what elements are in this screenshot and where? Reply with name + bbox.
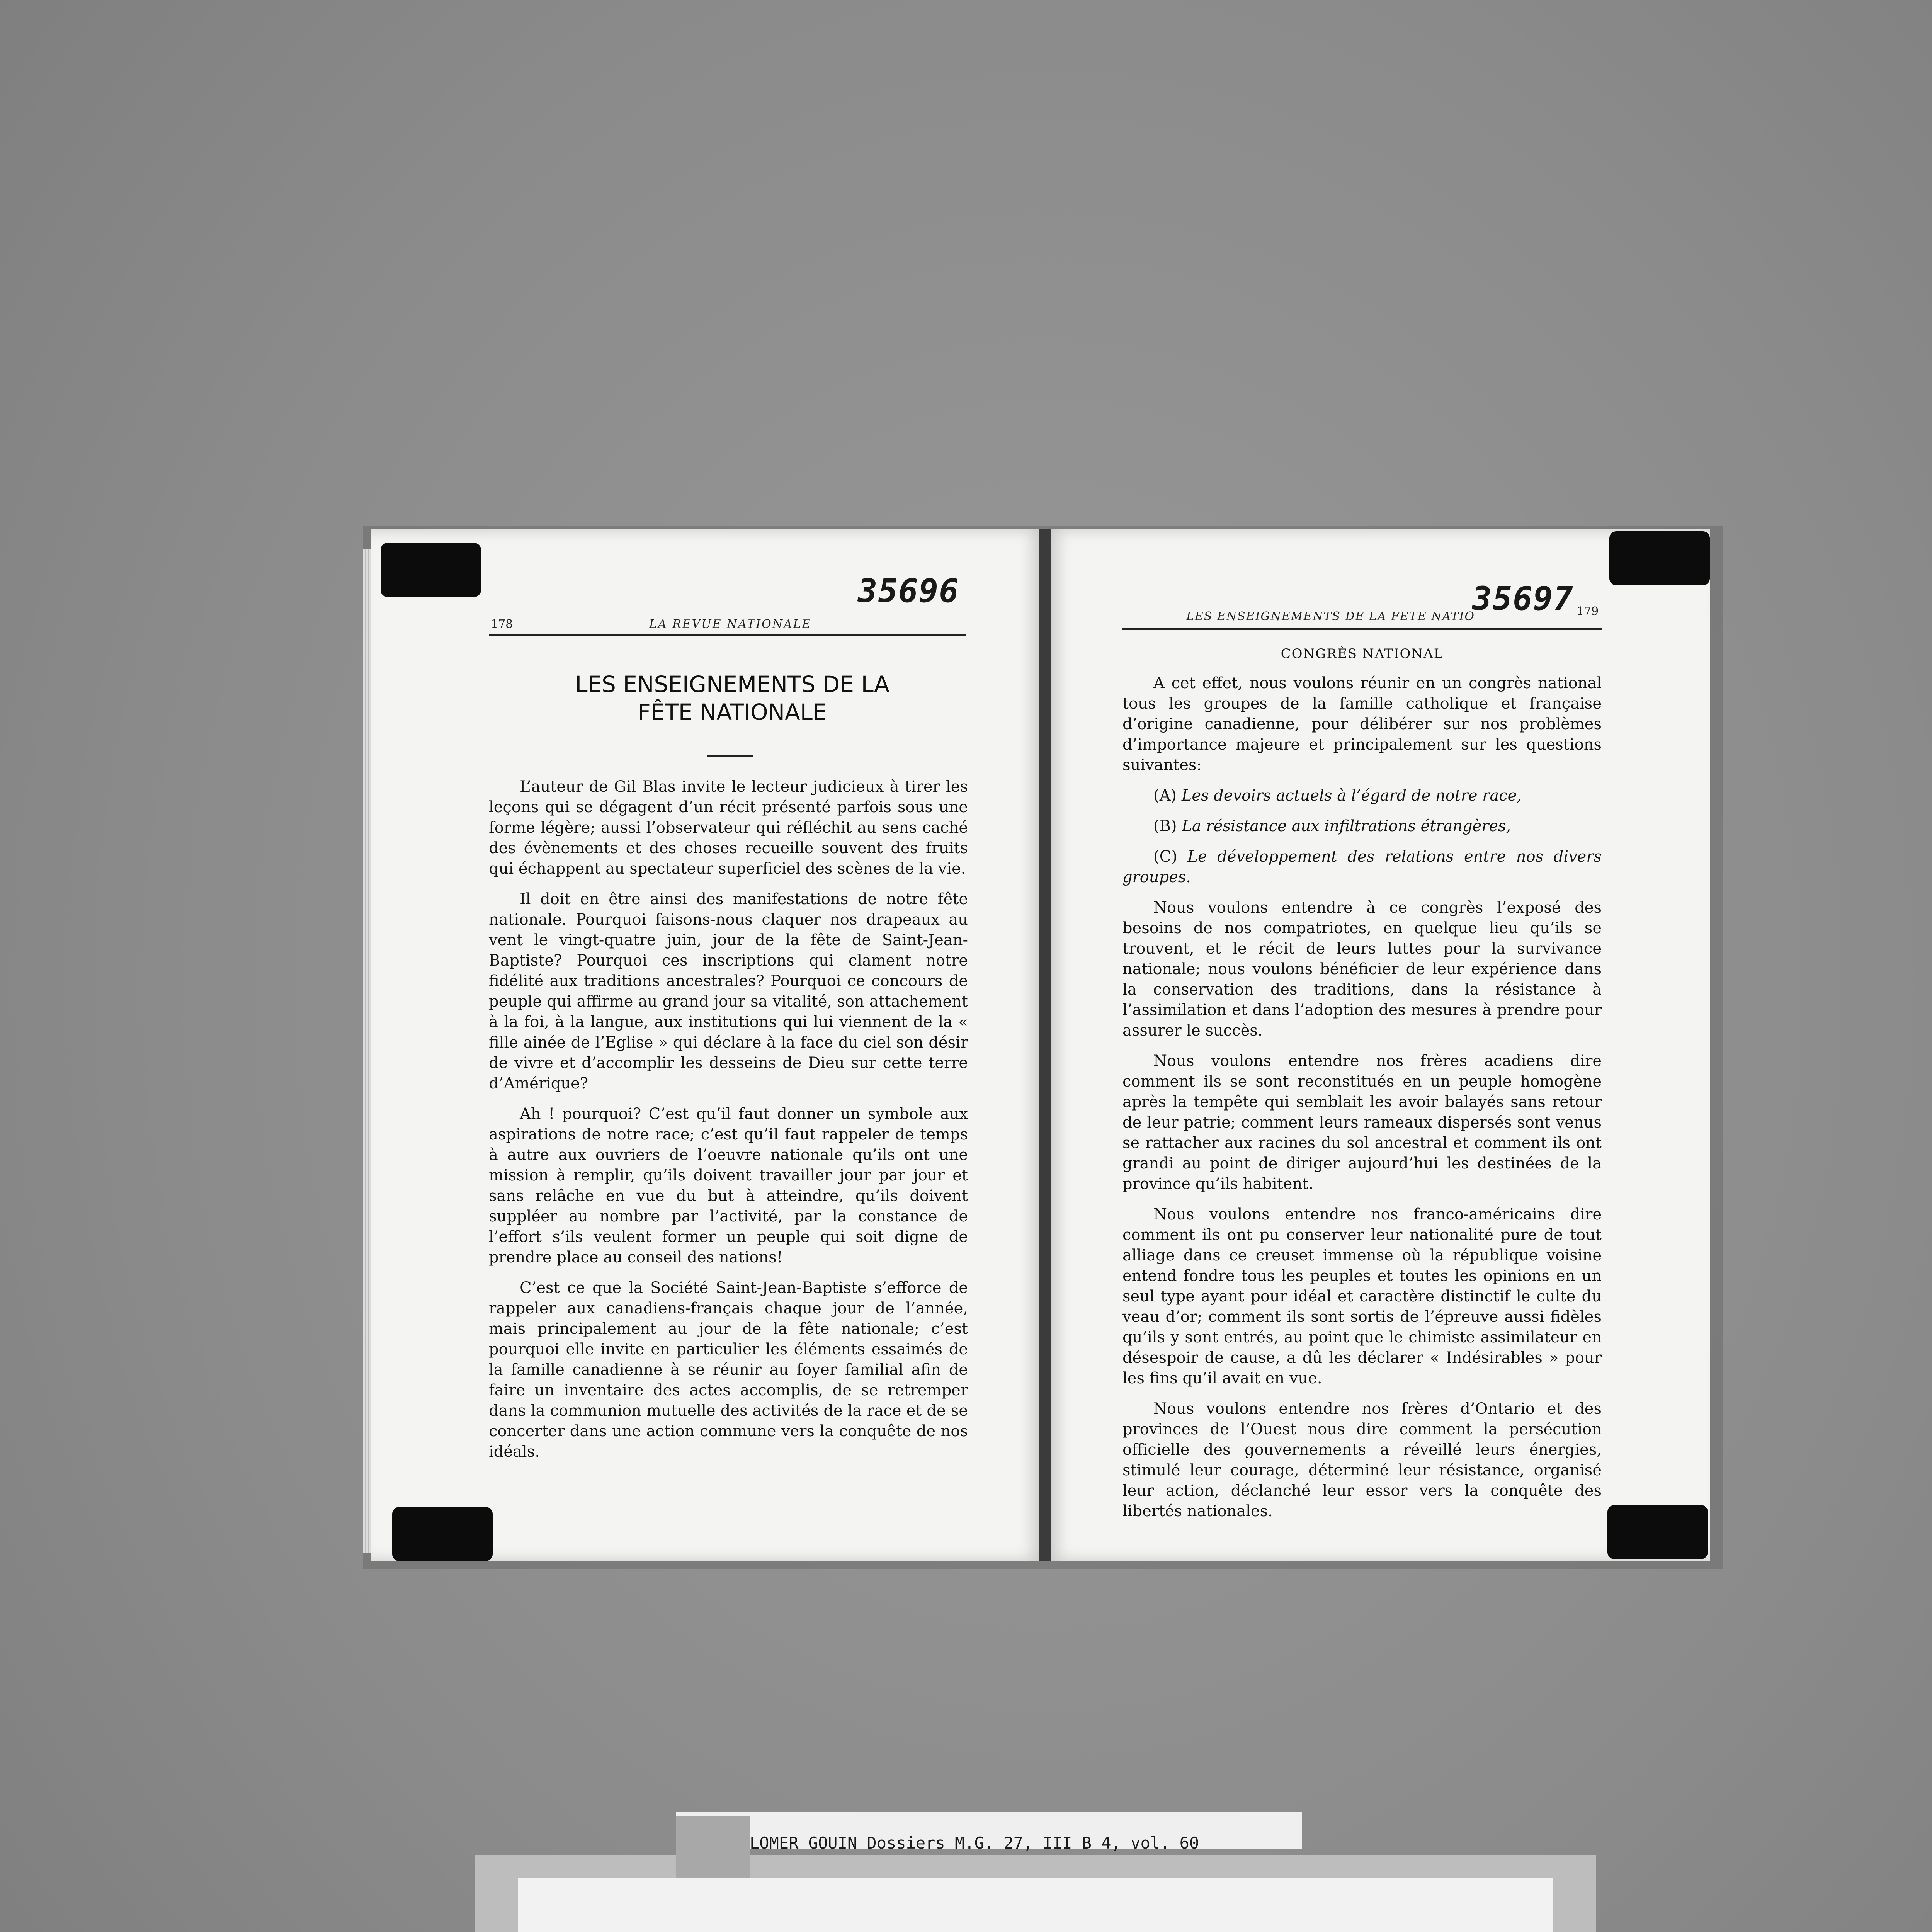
left-page-number: 178 — [491, 617, 513, 631]
archive-slip-text: LOMER GOUIN Dossiers M.G. 27, III B 4, vol. 60 — [750, 1833, 1199, 1852]
paragraph: Il doit en être ainsi des manifestations de notre fête nationale. Pourquoi faisons-nous claquer nos drapeaux au vent le vingt-quatre juin, jour de la fête de Saint-Jean-Baptiste? Pourquoi ces inscriptions qui clament notre fidélité aux traditions ancestrales? Pourquoi ce concours de peuple qui affirme au grand jour sa vitalité, son attachement à la foi, à la langue, aux institutions qui lui viennent de la « fille ainée de l’Eglise » qui déclare à la face du ciel son désir de vivre et d’accomplir les desseins de Dieu sur cette terre d’Amérique? — [489, 890, 968, 1092]
paragraph: Ah ! pourquoi? C’est qu’il faut donner un symbole aux aspirations de notre race; c’est qu’il faut rappeler de temps à autre aux ouvriers de l’oeuvre nationale qu’ils ont une mission à remplir, qu’ils doivent travailler jour par jour et sans relâche en vue du but à atteindre, qu’ils doivent suppléer au nombre par l’activité, par la constance de l’effort s’ils veulent former un peuple qui soit digne de prendre place au conseil des nations! — [489, 1105, 968, 1266]
question-item — [1122, 786, 1602, 806]
right-stamp-number: 35697 — [1472, 580, 1574, 617]
right-page-number: 179 — [1577, 605, 1599, 618]
paragraph: Nous voulons entendre nos franco-américains dire comment ils ont pu conserver leur nationalité pure de tout alliage dans ce creuset immense où la république voisine entend fondre tous les peuples et toutes les opinions en un seul type ayant pour idéal et caractère distinctif le culte du veau d’or; comment ils sont sortis de l’épreuve aussi fidèles qu’ils y sont entrés, au point que le chimiste assimilateur en désespoir de cause, a dû les déclarer « Indésirables » pour les fins qu’il avait en vue. — [1122, 1206, 1602, 1387]
intro-paragraph: A cet effet, nous voulons réunir en un congrès national tous les groupes de la famille catholique et française d’origine canadienne, pour délibérer sur nos problèmes d’importance majeure et principalement sur les questions suivantes: — [1122, 674, 1602, 774]
left-running-head: LA REVUE NATIONALE — [649, 617, 812, 631]
question-item — [1122, 816, 1602, 837]
paragraph: C’est ce que la Société Saint-Jean-Baptiste s’efforce de rappeler aux canadiens-français chaque jour de l’année, mais principalement au jour de la fête nationale; c’est pourquoi elle invite en particulier les éléments essaimés de la famille canadienne à se réunir au foyer familial afin de faire un inventaire des actes accomplis, de se retremper dans la communion mutuelle des activités de la race et de se concerter dans une action commune vers la conquête de nos idéals. — [489, 1279, 968, 1461]
item-letter: (C) — [1153, 848, 1177, 866]
paragraph: L’auteur de Gil Blas invite le lecteur judicieux à tirer les leçons qui se dégagent d’un récit présenté parfois sous une forme légère; aussi l’observateur qui réfléchit au sens caché des évènements et des choses recueille souvent des fruits qui échappent au spectateur superficiel des scènes de la vie. — [489, 778, 968, 878]
section-heading: CONGRÈS NATIONAL — [1281, 646, 1444, 662]
paragraph: Nous voulons entendre nos frères acadiens dire comment ils se sont reconstitués en un peuple homogène après la tempête qui semblait les avoir balayés sans retour de leur patrie; comment leurs rameaux dispersés sont venus se rattacher aux racines du sol ancestral et comment ils ont grandi au point de diriger aujourd’hui les destinées de la province qu’ils habitent. — [1122, 1052, 1602, 1193]
mount-clip-top-right — [1609, 531, 1710, 585]
item-letter: (A) — [1153, 787, 1177, 804]
left-header-rule — [489, 634, 966, 636]
mount-clip-top-left — [381, 543, 481, 597]
item-letter: (B) — [1153, 817, 1177, 835]
item-text: Le développement des relations entre nos divers groupes. — [1122, 848, 1602, 886]
left-stamp-number: 35696 — [858, 572, 959, 610]
article-title — [495, 670, 970, 726]
title-rule — [707, 755, 753, 757]
archive-label-card — [518, 1878, 1553, 1932]
title-line-1: LES ENSEIGNEMENTS DE LA — [575, 671, 889, 697]
question-item — [1122, 847, 1602, 888]
paragraph: Nous voulons entendre nos frères d’Ontario et des provinces de l’Ouest nous dire comment la persécution officielle des gouvernements a réveillé leurs énergies, stimulé leur courage, déterminé leur résistance, organisé leur action, déclanché leur essor vers la conquête des libertés nationales. — [1122, 1400, 1602, 1520]
paragraph: Nous voulons entendre à ce congrès l’exposé des besoins de nos compatriotes, en quelque lieu qu’ils se trouvent, et le récit de leurs luttes pour la survivance nationale; nous voulons bénéficier de leur expérience dans la conservation des traditions, dans la résistance à l’assimilation et dans l’adoption des mesures à prendre pour assurer le succès. — [1122, 899, 1602, 1039]
mount-clip-bottom-right — [1607, 1505, 1708, 1559]
right-running-head: LES ENSEIGNEMENTS DE LA FETE NATIO — [1186, 610, 1475, 623]
mount-clip-bottom-left — [392, 1507, 493, 1561]
item-text: Les devoirs actuels à l’égard de notre race, — [1181, 787, 1522, 804]
left-text-column — [489, 777, 968, 1472]
right-header-rule — [1122, 628, 1602, 630]
book-gutter — [1039, 529, 1051, 1561]
title-line-2: FÊTE NATIONALE — [638, 699, 827, 725]
item-text: La résistance aux infiltrations étrangères, — [1182, 817, 1511, 835]
right-text-column — [1122, 646, 1602, 1532]
